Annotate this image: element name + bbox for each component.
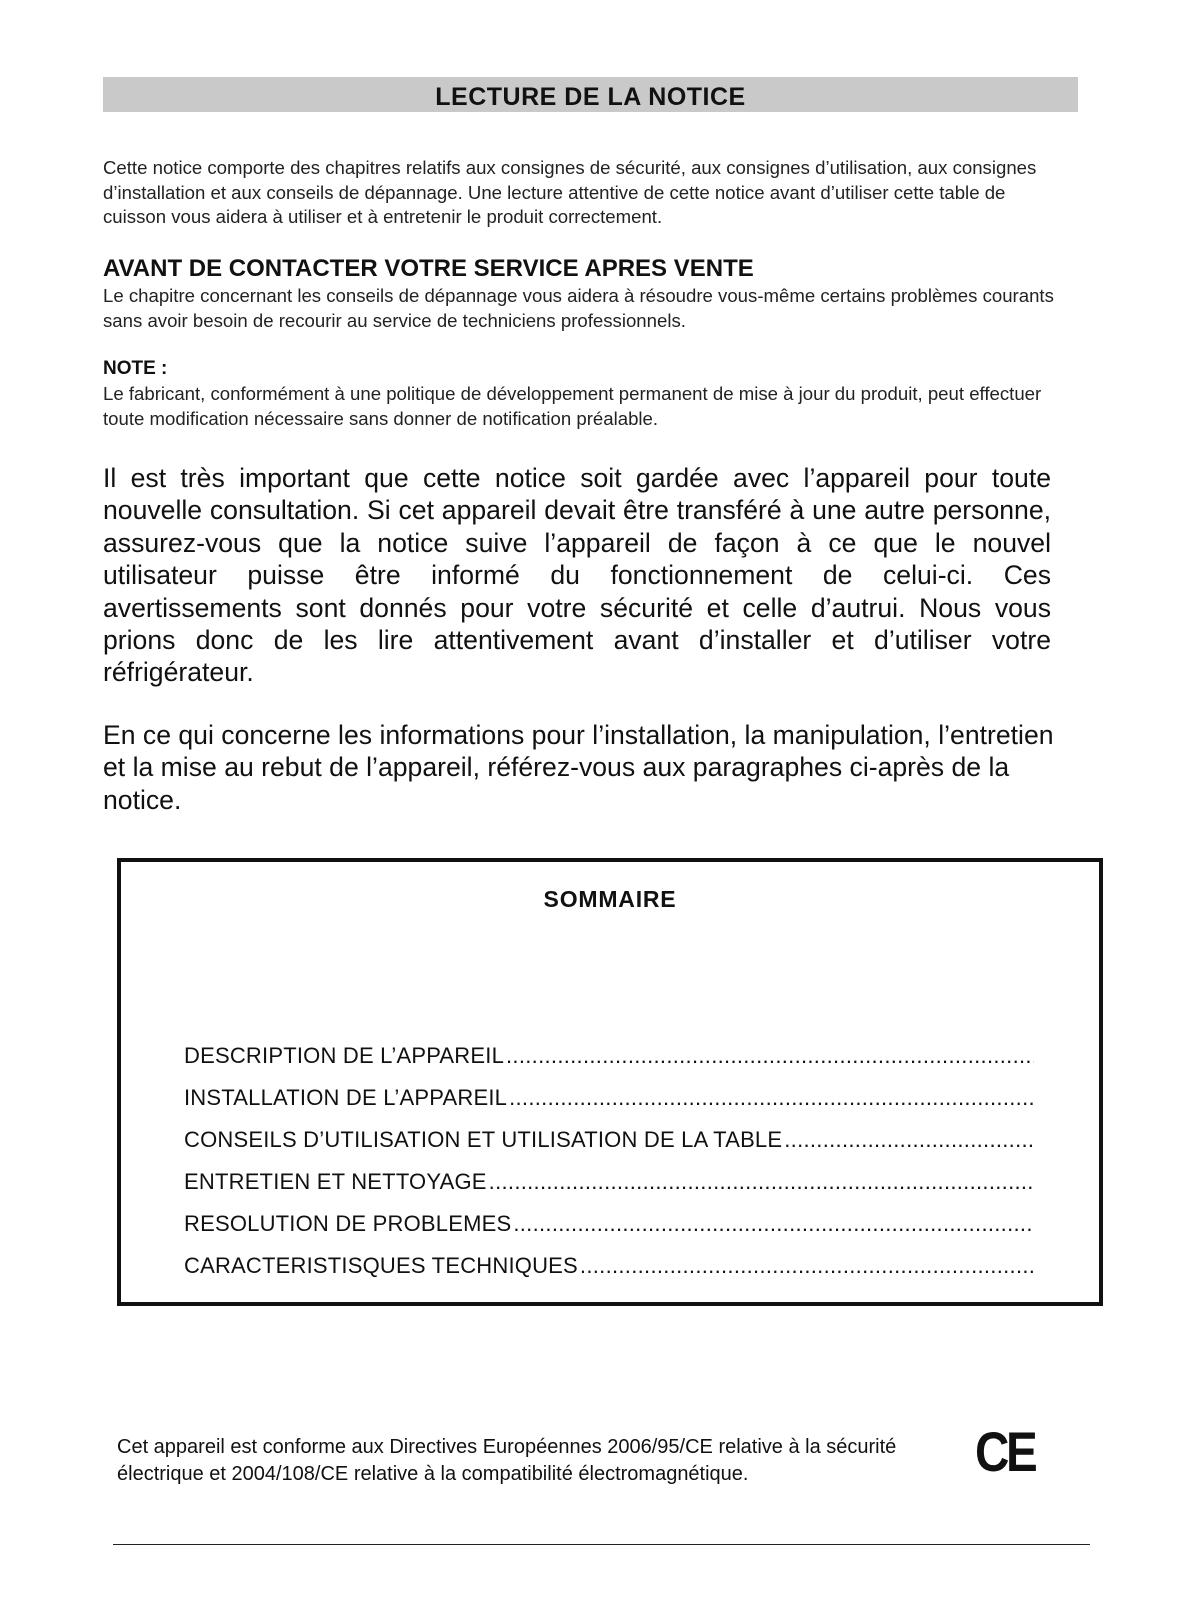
toc-leader-dots <box>513 1203 1034 1245</box>
page-title: LECTURE DE LA NOTICE <box>103 77 1078 112</box>
table-of-contents <box>117 858 1103 1306</box>
information-paragraph: En ce qui concerne les informations pour l’installation, la manipulation, l’entretien et la mise au rebut de l’appareil, référez-vous aux paragraphes ci-après de la notice. <box>103 720 1054 815</box>
note-heading: NOTE : <box>103 358 168 379</box>
toc-leader-dots <box>509 1077 1034 1119</box>
toc-leader-dots <box>489 1161 1034 1203</box>
toc-item-label: ENTRETIEN ET NETTOYAGE <box>184 1169 487 1194</box>
intro-paragraph: Cette notice comporte des chapitres relatifs aux consignes de sécurité, aux consignes d’utilisation, aux consignes d’installation et aux conseils de dépannage. Une lecture attentive de cette notice avant d’utiliser cette table de cuisson vous aidera à utiliser et à entretenir le produit correctement. <box>103 157 1037 227</box>
toc-title: SOMMAIRE <box>543 886 677 912</box>
service-paragraph: Le chapitre concernant les conseils de dépannage vous aidera à résoudre vous-même certains problèmes courants sans avoir besoin de recourir au service de techniciens professionnels. <box>103 285 1054 331</box>
footer-divider <box>113 1544 1090 1545</box>
toc-item <box>184 1077 1034 1119</box>
ce-mark-icon: CE <box>975 1420 1035 1483</box>
toc-item-label: RESOLUTION DE PROBLEMES <box>184 1211 512 1236</box>
toc-item <box>184 1245 1034 1287</box>
toc-item-label: INSTALLATION DE L’APPAREIL <box>184 1085 508 1110</box>
toc-item <box>184 1161 1034 1203</box>
toc-item <box>184 1035 1034 1077</box>
toc-item <box>184 1203 1034 1245</box>
service-heading: AVANT DE CONTACTER VOTRE SERVICE APRES VENTE <box>103 255 754 282</box>
compliance-statement: Cet appareil est conforme aux Directives Européennes 2006/95/CE relative à la sécurité électrique et 2004/108/CE relative à la compatibilité électromagnétique. <box>117 1436 897 1485</box>
toc-item-label: CONSEILS D’UTILISATION ET UTILISATION DE LA TABLE <box>184 1127 783 1152</box>
toc-leader-dots <box>580 1245 1034 1287</box>
toc-leader-dots <box>784 1119 1034 1161</box>
toc-item <box>184 1119 1034 1161</box>
toc-leader-dots <box>506 1035 1034 1077</box>
note-paragraph: Le fabricant, conformément à une politique de développement permanent de mise à jour du produit, peut effectuer toute modification nécessaire sans donner de notification préalable. <box>103 383 1042 429</box>
important-paragraph: Il est très important que cette notice soit gardée avec l’appareil pour toute nouvelle consultation. Si cet appareil devait être transféré à une autre personne, assurez-vous que la notice suive l’appareil de façon à ce que le nouvel utilisateur puisse être informé du fonctionnement de celui-ci. Ces avertissements sont donnés pour votre sécurité et celle d’autrui. Nous vous prions donc de les lire attentivement avant d’installer et d’utiliser votre réfrigérateur. <box>103 463 1051 688</box>
toc-item-label: DESCRIPTION DE L’APPAREIL <box>184 1043 505 1068</box>
toc-item-label: CARACTERISTISQUES TECHNIQUES <box>184 1253 578 1278</box>
toc-list <box>184 1035 1034 1287</box>
